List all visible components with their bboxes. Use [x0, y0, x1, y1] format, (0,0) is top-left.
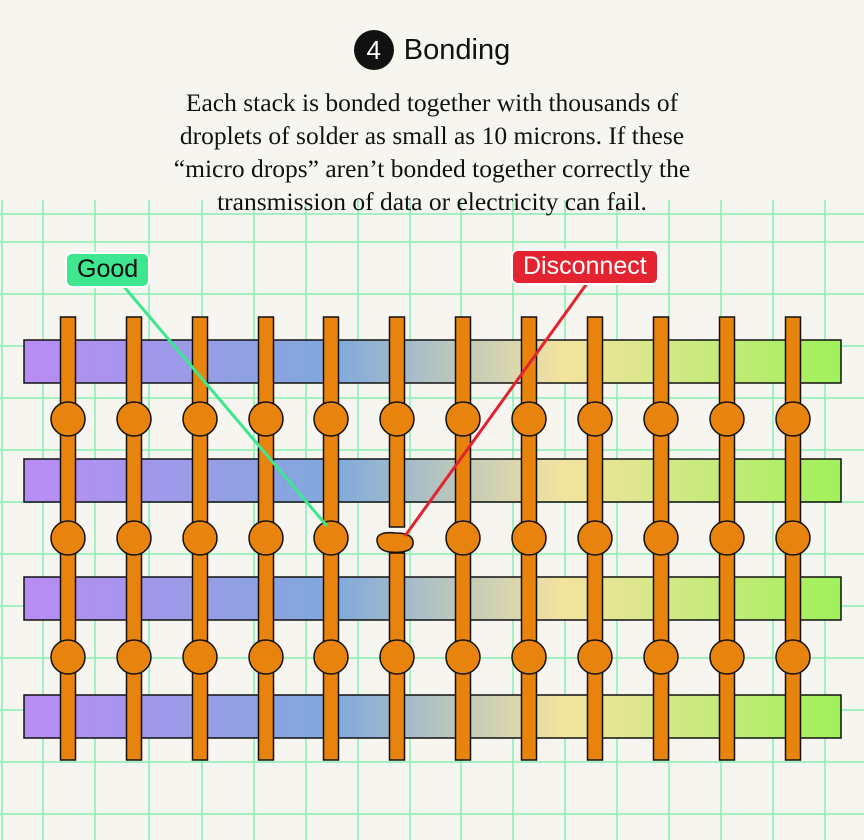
- solder-bump: [314, 521, 348, 555]
- description-line: Each stack is bonded together with thousands of: [185, 88, 679, 117]
- good-callout: Good: [65, 252, 150, 288]
- solder-bump: [710, 402, 744, 436]
- solder-bump: [183, 521, 217, 555]
- description-line: droplets of solder as small as 10 microns. If these: [179, 121, 685, 150]
- solder-bump: [380, 402, 414, 436]
- solder-bump: [314, 402, 348, 436]
- solder-bump: [512, 521, 546, 555]
- solder-bump: [249, 521, 283, 555]
- solder-bump: [314, 640, 348, 674]
- die-layer: [24, 577, 841, 620]
- die-layer: [24, 340, 841, 383]
- solder-bump: [117, 640, 151, 674]
- step-number-badge: 4: [354, 30, 394, 70]
- solder-bump: [183, 402, 217, 436]
- solder-bump: [380, 640, 414, 674]
- solder-bump: [578, 521, 612, 555]
- disconnected-solder-drop: [377, 533, 413, 553]
- solder-bump: [51, 640, 85, 674]
- solder-bump: [117, 521, 151, 555]
- description-line: “micro drops” aren’t bonded together correctly the: [173, 154, 691, 183]
- solder-bump: [710, 640, 744, 674]
- solder-bump: [512, 402, 546, 436]
- disconnect-callout: Disconnect: [511, 249, 659, 285]
- solder-bump: [117, 402, 151, 436]
- solder-bump: [183, 640, 217, 674]
- solder-bump: [644, 521, 678, 555]
- solder-bump: [776, 640, 810, 674]
- solder-bump: [776, 521, 810, 555]
- solder-bump: [249, 640, 283, 674]
- solder-bump: [249, 402, 283, 436]
- solder-bump: [710, 521, 744, 555]
- solder-bump: [51, 402, 85, 436]
- solder-bump: [578, 640, 612, 674]
- solder-bump: [446, 402, 480, 436]
- solder-bump: [578, 402, 612, 436]
- solder-bump: [512, 640, 546, 674]
- step-title: Bonding: [403, 33, 511, 66]
- solder-bump: [644, 640, 678, 674]
- solder-bump: [51, 521, 85, 555]
- solder-bump: [446, 521, 480, 555]
- solder-bump: [446, 640, 480, 674]
- description-line: transmission of data or electricity can fail.: [217, 187, 647, 216]
- solder-bump: [776, 402, 810, 436]
- solder-bump: [644, 402, 678, 436]
- die-layer: [24, 695, 841, 738]
